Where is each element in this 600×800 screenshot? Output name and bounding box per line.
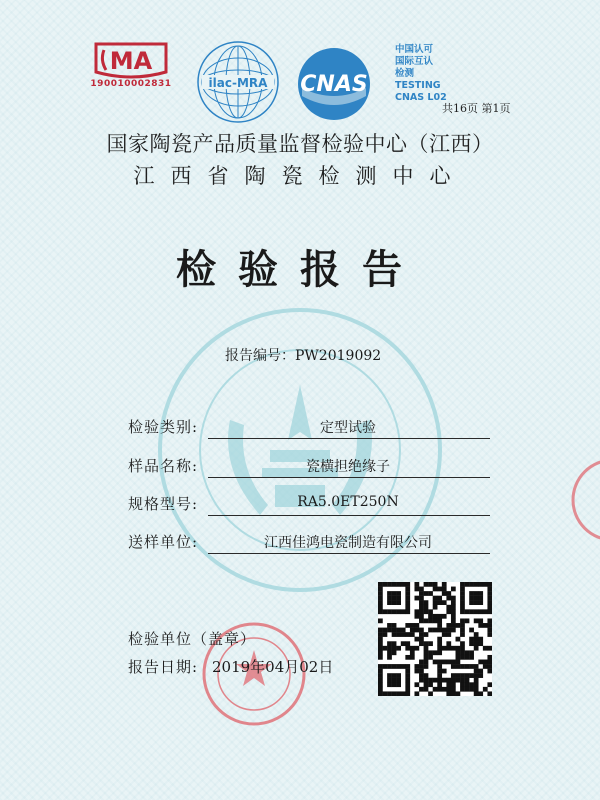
svg-text:ilac-MRA: ilac-MRA xyxy=(208,76,268,90)
organization-name: 国家陶瓷产品质量监督检验中心（江西） xyxy=(106,132,494,156)
field-label-submitter: 送样单位: xyxy=(128,533,199,551)
report-title: 检验报告 xyxy=(176,246,424,293)
ilac-mra-logo-icon xyxy=(194,38,282,126)
qr-code-icon xyxy=(378,582,492,696)
report-number: 报告编号：PW2019092 xyxy=(225,348,382,364)
field-label-inspection-type: 检验类别: xyxy=(128,418,199,436)
field-underline xyxy=(208,438,490,439)
report-date-value: 2019年04月02日 xyxy=(212,658,334,676)
partial-seal-icon xyxy=(568,455,600,545)
field-label-model: 规格型号: xyxy=(128,495,199,513)
svg-text:MA: MA xyxy=(109,47,153,75)
cma-logo-icon xyxy=(90,38,172,96)
field-value-model: RA5.0ET250N xyxy=(297,494,399,510)
field-underline xyxy=(208,477,490,478)
inspection-unit-label: 检验单位（盖章） xyxy=(128,630,257,648)
page-count: 共16页 第1页 xyxy=(442,102,511,115)
field-value-submitter: 江西佳鸿电瓷制造有限公司 xyxy=(264,535,432,551)
cnas-mutual-recognition-text: 中国认可 国际互认 检测 TESTING CNAS L02 xyxy=(395,44,447,103)
field-underline xyxy=(208,515,490,516)
accreditation-logos xyxy=(90,38,430,118)
cnas-logo-icon xyxy=(288,44,380,124)
report-date-label: 报告日期: xyxy=(128,658,199,676)
field-label-sample-name: 样品名称: xyxy=(128,457,199,475)
svg-text:CNAS: CNAS xyxy=(300,72,368,97)
cma-number: 190010002831 xyxy=(90,79,172,89)
field-value-sample-name: 瓷横担绝缘子 xyxy=(306,459,390,475)
field-underline xyxy=(208,553,490,554)
field-value-inspection-type: 定型试验 xyxy=(320,420,376,436)
organization-subname: 江西省陶瓷检测中心 xyxy=(133,164,467,188)
